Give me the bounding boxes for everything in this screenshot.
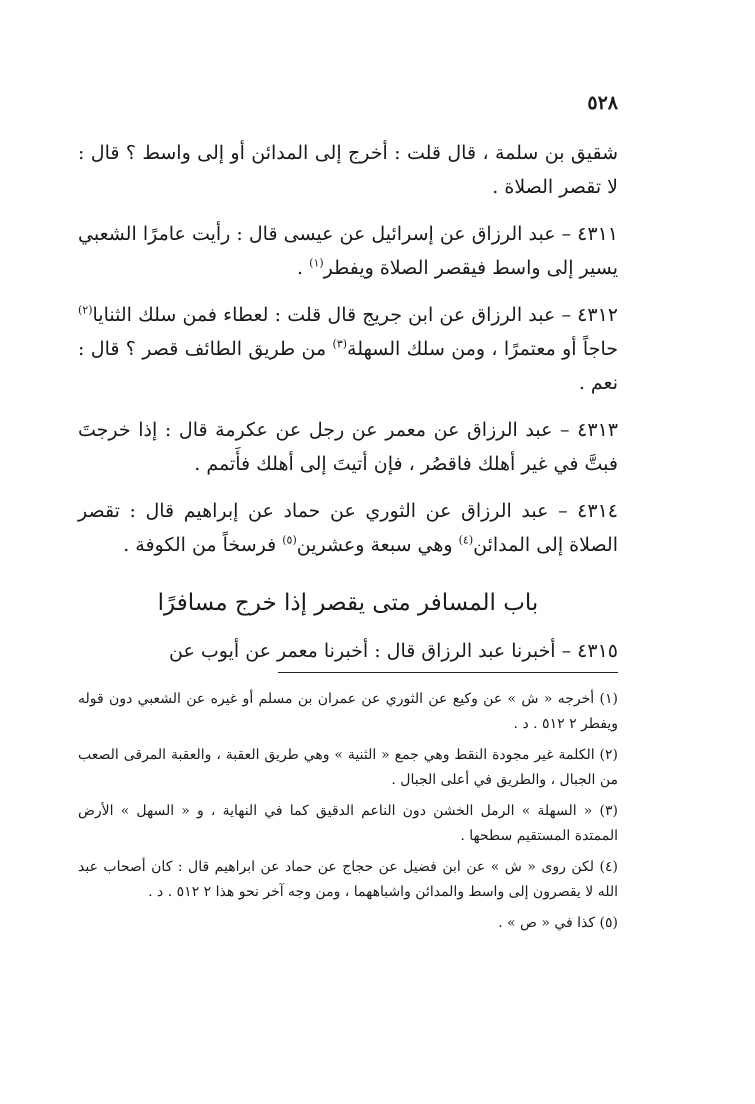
footnote-ref-5[interactable]: (٥)	[282, 533, 297, 547]
footnote-2: (٢) الكلمة غير مجودة النقط وهي جمع « الثنية » وهي طريق العقبة ، والعقبة المرقى الصعب من الجبال ، والطريق في أعلى الجبال .	[78, 747, 618, 788]
footnote-ref-1[interactable]: (١)	[309, 256, 324, 270]
footnote-4: (٤) لكن روى « ش » عن ابن فضيل عن حجاج عن حماد عن ابراهيم قال : كان أصحاب عبد الله لا يقصرون إلى واسط والمدائن واشباههما ، ومن وجه آخر نحو هذا ٢ ٥١٢ . د .	[78, 859, 618, 900]
paragraph-text: من طريق الطائف قصر ؟ قال : نعم .	[78, 338, 618, 394]
paragraph-text: فرسخاً من الكوفة .	[123, 534, 283, 556]
footnote-ref-3[interactable]: (٣)	[332, 337, 348, 351]
hadith-4314	[78, 494, 618, 562]
paragraph-text: ٤٣١١ – عبد الرزاق عن إسرائيل عن عيسى قال : رأيت عامرًا الشعبي يسير إلى واسط فيقصر الصلاة ويفطر	[78, 223, 618, 279]
footnote-5: (٥) كذا في « ص » .	[498, 915, 618, 931]
footnote-1: (١) أخرجه « ش » عن وكيع عن الثوري عن عمران بن مسلم أو غيره عن الشعبي دون قوله ويفطر ٢ ٥١٢ . د .	[78, 691, 618, 732]
paragraph-text: ٤٣١٣ – عبد الرزاق عن معمر عن رجل عن عكرمة قال : إذا خرجتَ فبتَّ في غير أهلك فاقصُر ، فإن أتيتَ إلى أهلك فأَتمم .	[78, 419, 618, 475]
paragraph-text: ٤٣١٤ – عبد الرزاق عن الثوري عن حماد عن إبراهيم قال : تقصر الصلاة إلى المدائن	[78, 500, 618, 556]
footnote-3: (٣) « السهلة » الرمل الخشن دون الناعم الدقيق كما في النهاية ، و « السهل » الأرض الممتدة المستقيم سطحها .	[78, 803, 618, 844]
hadith-4312	[78, 298, 618, 400]
footnote-ref-4[interactable]: (٤)	[458, 533, 474, 547]
paragraph-text: وهي سبعة وعشرين	[296, 534, 459, 556]
paragraph-text: .	[297, 257, 310, 279]
document-page	[78, 92, 618, 942]
paragraph-text: ٤٣١٥ – أخبرنا عبد الرزاق قال : أخبرنا معمر عن أيوب عن	[169, 640, 618, 662]
paragraph-text: ٤٣١٢ – عبد الرزاق عن ابن جريج قال قلت : لعطاء فمن سلك الثنايا	[92, 304, 618, 326]
hadith-4313	[78, 413, 618, 481]
hadith-4315	[78, 634, 618, 668]
paragraph-continuation	[78, 136, 618, 204]
paragraph-text: حاجاً أو معتمرًا ، ومن سلك السهلة	[347, 338, 618, 360]
hadith-4311	[78, 217, 618, 285]
chapter-heading: باب المسافر متى يقصر إذا خرج مسافرًا	[157, 590, 539, 616]
footnote-divider	[278, 672, 618, 673]
footnote-ref-2[interactable]: (٢)	[78, 303, 93, 317]
page-number: ٥٢٨	[587, 92, 618, 114]
paragraph-text: شقيق بن سلمة ، قال قلت : أخرج إلى المدائن أو إلى واسط ؟ قال : لا تقصر الصلاة .	[78, 142, 618, 198]
footnotes	[78, 687, 618, 936]
